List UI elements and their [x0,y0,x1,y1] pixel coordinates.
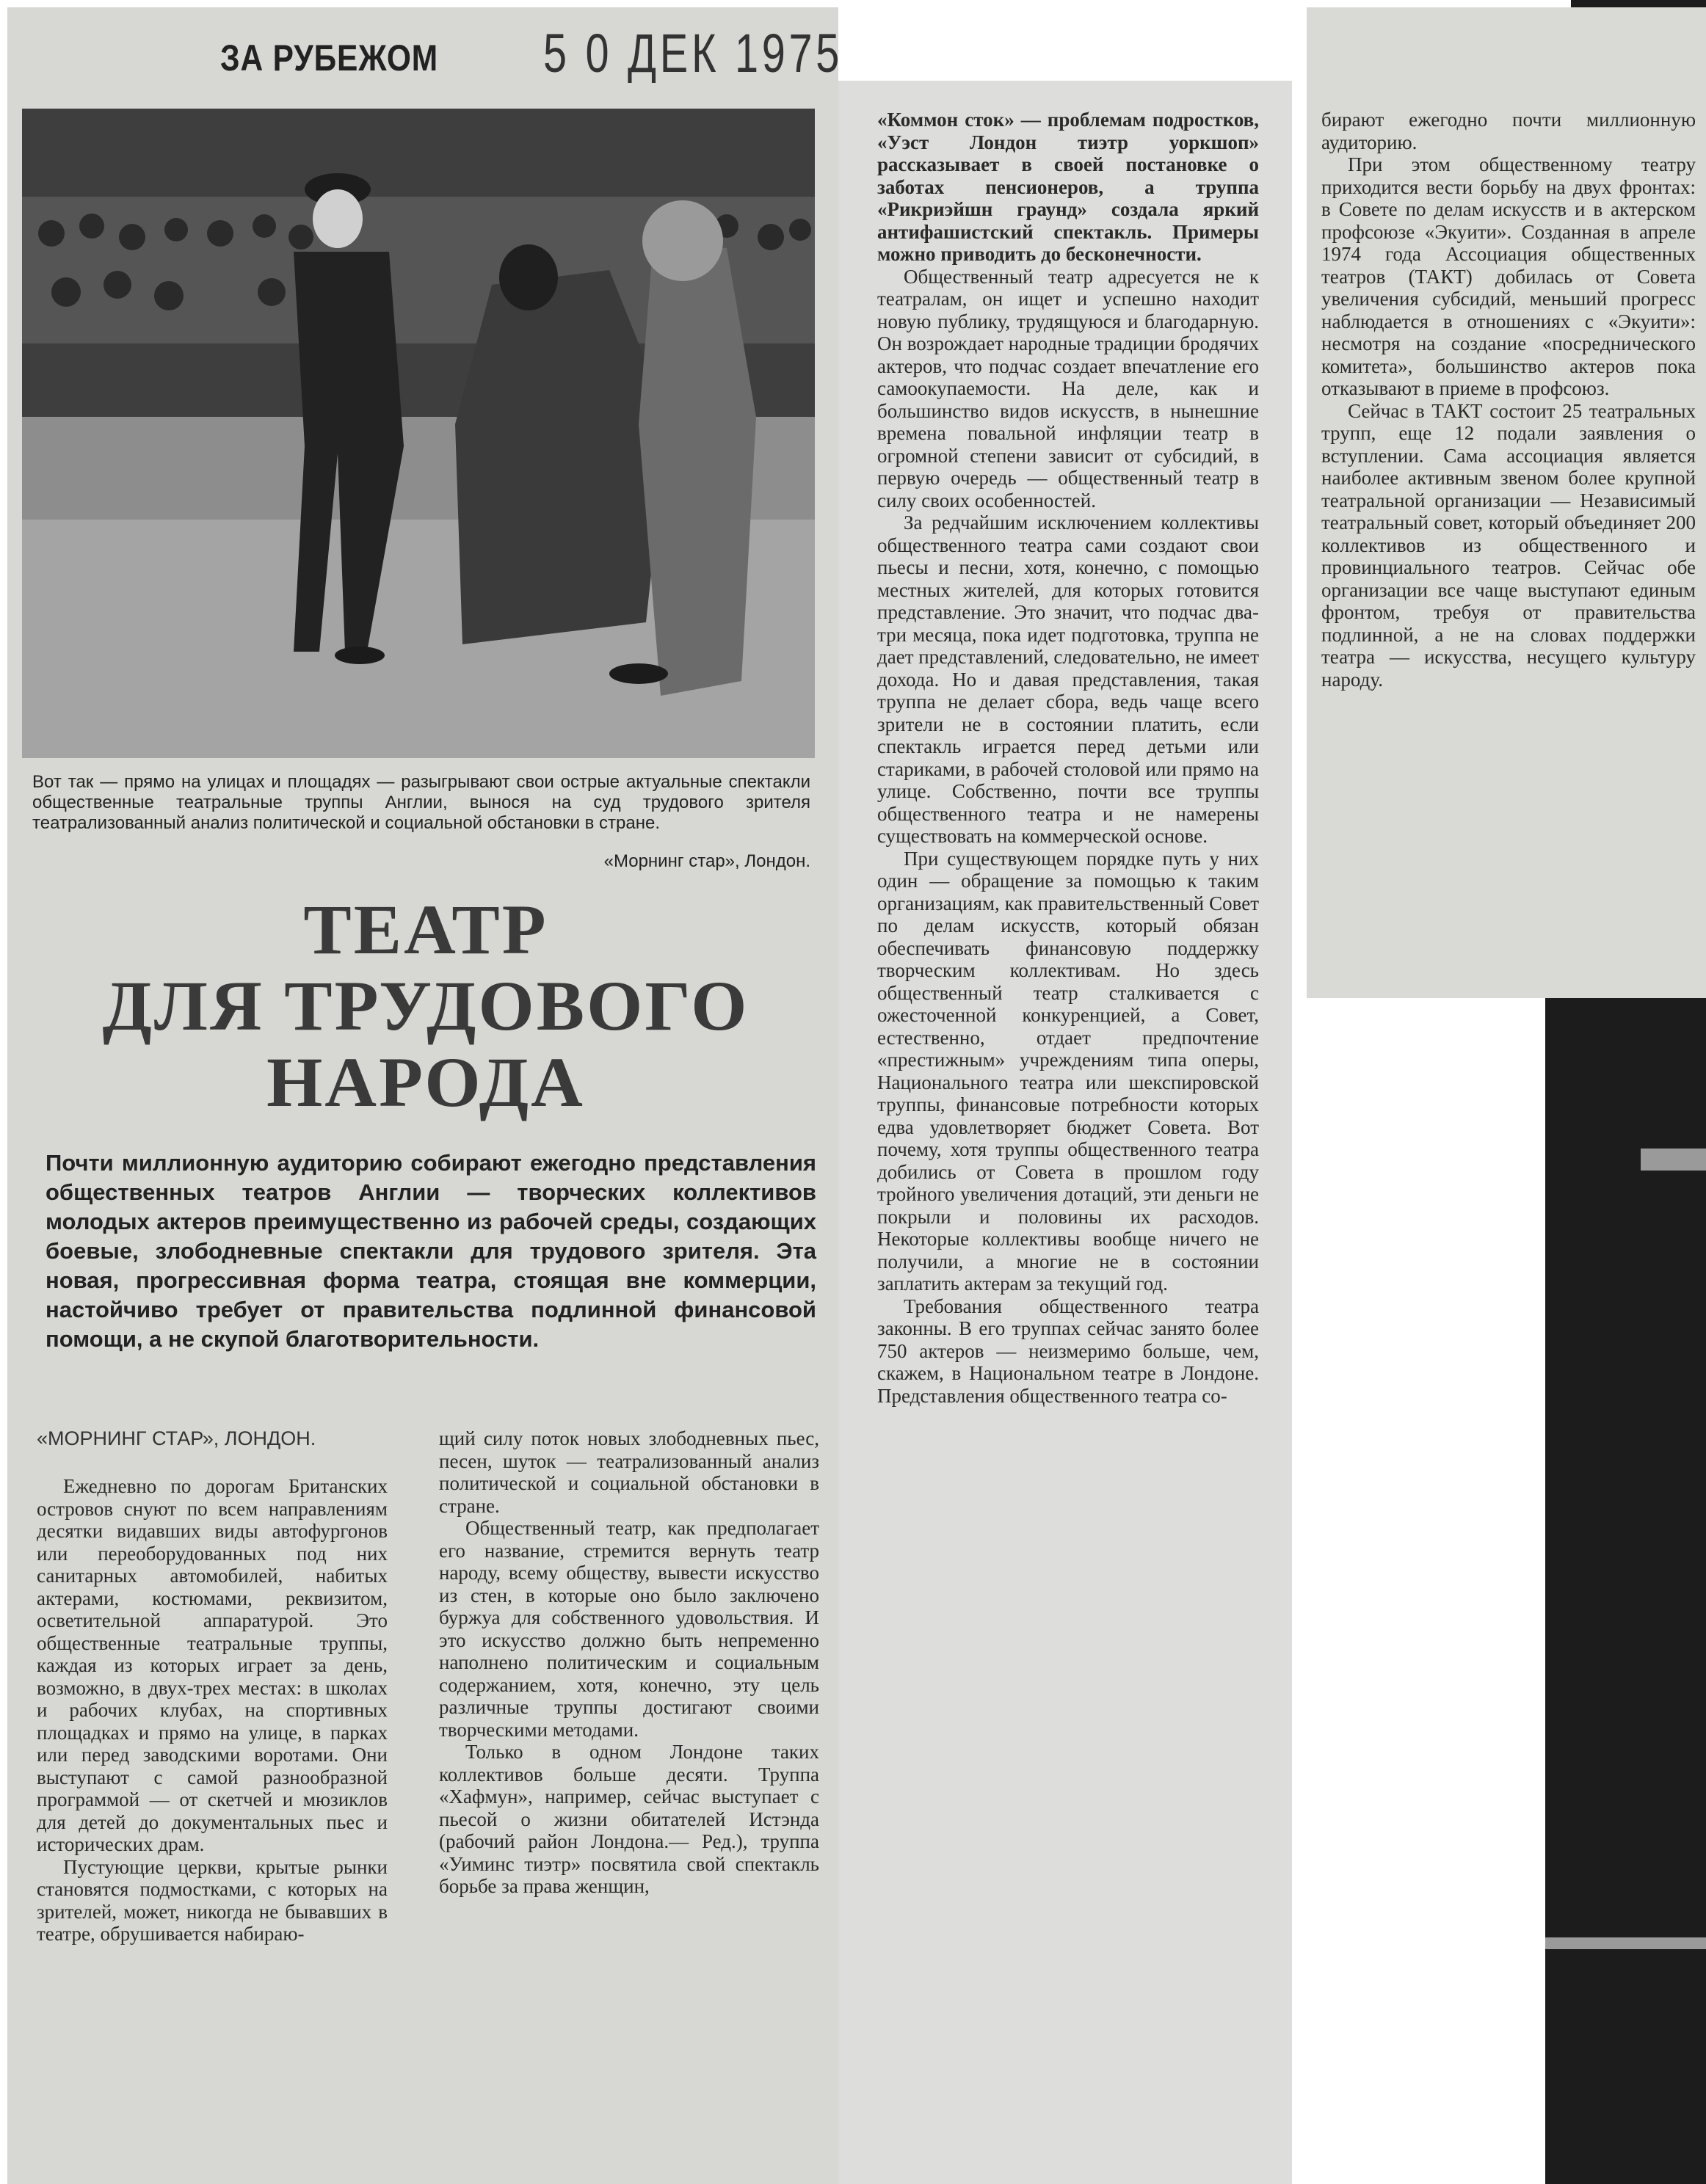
photo-credit: «Морнинг стар», Лондон. [603,851,810,871]
section-label: ЗА РУБЕЖОМ [220,37,439,79]
paragraph: «Коммон сток» — проблемам подростков, «Уэст Лондон тиэтр уоркшоп» рассказывает в своей постановке о заботах пенсионеров, а труппа «Рикриэйшн граунд» создала яркий антифашистский спектакль. Примеры можно приводить до бесконечности. [877,109,1259,265]
paragraph: За редчайшим исключением коллективы общественного театра сами создают свои пьесы и песни, хотя, конечно, с помощью местных жителей, для которых готовится представление. Это значит, что подчас два-три месяца, пока идет подготовка, труппа не дает представлений, следовательно, не имеет дохода. Но и давая представления, такая труппа не делает сбора, ведь чаще всего зрители не в состоянии платить, если спектакль играется перед детьми или стариками, в рабочей столовой или прямо на улице. Собственно, почти все труппы общественного театра и не намерены существовать на коммерческой основе. [877,512,1259,847]
byline: «МОРНИНГ СТАР», ЛОНДОН. [37,1427,316,1449]
paragraph: бирают ежегодно почти миллионную аудиторию. [1321,109,1696,153]
text-column-1 [37,1475,388,1945]
scan-background-stripe [1641,1149,1706,1171]
headline-line: ТЕАТР [303,890,548,969]
paragraph: При существующем порядке путь у них один — обращение за помощью к таким организациям, как правительственный Совет по делам искусств, который обязан обеспечивать финансовую поддержку творческим коллективам. Но здесь общественный театр сталкивается с ожесточенной конкуренцией, а Совет, естественно, отдает предпочтение «престижным» учреждениям типа оперы, Национального театра или шекспировской труппы, финансовые потребности которых едва удовлетворяет бюджет Совета. Вот почему, хотя труппы общественного театра добились от Совета в прошлом году тройного увеличения дотаций, эти деньги не покрыли и половины их расходов. Некоторые коллективы вообще ничего не получили, а многие не в состоянии заплатить актерам за текущий год. [877,847,1259,1295]
paragraph: Общественный театр, как предполагает его название, стремится вернуть театр народу, всему обществу, вывести искусство из стен, в которые оно было заключено буржуа для собственного удовольствия. И это искусство должно быть непременно наполнено политическим и социальным содержанием, хотя, конечно, эту цель различные труппы достигают своими творческими методами. [439,1517,819,1741]
photo-caption: Вот так — прямо на улицах и площадях — разыгрывают свои острые актуальные спектакли общественные театральные труппы Англии, вынося на суд трудового зрителя театрализованный анализ политической и социальной обстановки в стране. [32,772,810,833]
text-column-2 [439,1427,819,1898]
paragraph: Сейчас в ТАКТ состоит 25 театральных трупп, еще 12 подали заявления о вступлении. Сама ассоциация является наиболее активным звеном более крупной театральной организации — Независимый театральный совет, который объединяет 200 коллективов из общественного и провинциального театров. Сейчас обе организации все чаще выступают единым фронтом, требуя от правительства подлинной, а не на словах поддержки театра — искусства, несущего культуру народу. [1321,399,1696,691]
article-photo [22,109,815,758]
paragraph: щий силу поток новых злободневных пьес, песен, шуток — театрализованный анализ политической и социальной обстановки в стране. [439,1427,819,1517]
paragraph: Только в одном Лондоне таких коллективов больше десяти. Труппа «Хафмун», например, сейчас выступает с пьесой о жизни обитателей Истэнда (рабочий район Лондона.— Ред.), труппа «Уиминс тиэтр» посвятила свой спектакль борьбе за права женщин, [439,1741,819,1897]
headline-line: НАРОДА [266,1043,585,1121]
scan-background-bottom [1545,998,1706,2184]
street-performance-image [22,109,815,758]
article-headline [29,892,822,1121]
headline-line: ДЛЯ ТРУДОВОГО [102,967,749,1045]
scan-background-stripe [1545,1937,1706,1949]
paragraph: Пустующие церкви, крытые рынки становятся подмостками, с которых на зрителей, может, никогда не бывавших в театре, обрушивается набираю- [37,1855,388,1945]
lead-paragraph: Почти миллионную аудиторию собирают ежегодно представления общественных театров Англии — творческих коллективов молодых актеров преимущественно из рабочей среды, создающих боевые, злободневные спектакли для трудового зрителя. Эта новая, прогрессивная форма театра, стоящая вне коммерции, настойчиво требует от правительства подлинной финансовой помощи, а не скупой благотворительности. [46,1150,816,1352]
paragraph: Ежедневно по дорогам Британских островов снуют по всем направлениям десятки видавших виды автофургонов или переоборудованных под них санитарных автомобилей, набитых актерами, костюмами, реквизитом, осветительной аппаратурой. Это общественные театральные труппы, каждая из которых играет за день, возможно, в двух-трех местах: в школах и рабочих клубах, на спортивных площадках и прямо на улице, в парках или перед заводскими воротами. Они выступают с самой разнообразной программой — от скетчей и мюзиклов для детей до документальных пьес и исторических драм. [37,1475,388,1855]
paragraph: Общественный театр адресуется не к театралам, он ищет и успешно находит новую публику, трудящуюся и благодарную. Он возрождает народные традиции бродячих актеров, что подчас создает впечатление его самоокупаемости. На деле, как и большинство видов искусств, в нынешние времена повальной инфляции театр в огромной степени зависит от субсидий, в первую очередь — общественный театр в силу своих особенностей. [877,265,1259,512]
paragraph: При этом общественному театру приходится вести борьбу на двух фронтах: в Совете по делам искусств и в актерском профсоюзе «Экуити». Созданная в апреле 1974 года Ассоциация общественных театров (ТАКТ) добилась от Совета увеличения субсидий, меньший прогресс наблюдается в отношениях с «Экуити»: несмотря на создание «посреднического комитета», большинство актеров пока отказывают в приеме в профсоюз. [1321,153,1696,399]
date-stamp: 5 0 ДЕК 1975 [543,23,843,84]
paragraph: Требования общественного театра законны. В его труппах сейчас занято более 750 актеров — неизмеримо больше, чем, скажем, в Национальном театре в Лондоне. Представления общественного театра со- [877,1295,1259,1407]
text-column-3 [877,109,1259,1407]
text-column-4 [1321,109,1696,691]
